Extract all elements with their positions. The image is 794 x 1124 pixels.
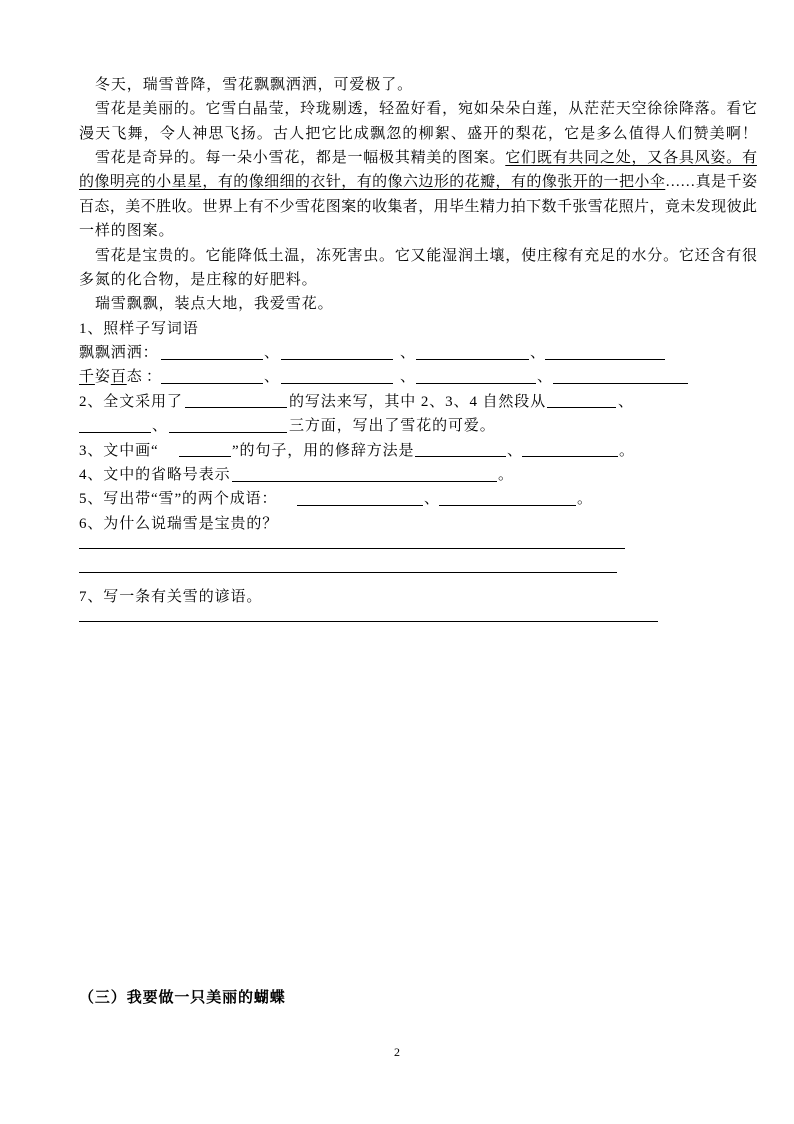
page-number: 2: [394, 1045, 400, 1059]
answer-blank: [179, 439, 231, 458]
answer-line-row: [0, 609, 794, 633]
example-colon: ：: [146, 369, 162, 386]
answer-blank: [439, 487, 576, 506]
question-2-row-1: [0, 390, 794, 414]
answer-blank: [547, 390, 616, 409]
answer-blank: [281, 365, 393, 384]
example-char-marked: 百: [110, 369, 127, 386]
question-text: 2、全文采用了: [79, 393, 183, 410]
full-stop: 。: [577, 491, 593, 508]
question-1-example-row-2: [0, 365, 794, 389]
separator: 、: [152, 418, 168, 435]
marked-sentence: 它们既有共同之处，又各具风姿。有: [505, 149, 757, 166]
question-5: [0, 487, 794, 511]
example-char-marked: 千: [79, 369, 95, 386]
answer-blank: [281, 341, 393, 360]
answer-line: [79, 609, 658, 622]
example-word: 飘飘洒洒：: [79, 345, 159, 362]
question-prompt: 7、写一条有关雪的谚语。: [79, 589, 263, 605]
separator: 、: [618, 393, 634, 410]
passage-line: 冬天，瑞雪普降，雪花飘飘洒洒，可爱极了。: [95, 76, 414, 93]
passage-paragraph-3: [0, 146, 794, 244]
question-prompt: 6、为什么说瑞雪是宝贵的？: [79, 515, 279, 532]
separator: 、: [264, 345, 280, 362]
separator: 、: [264, 369, 280, 386]
answer-blank: [232, 463, 497, 482]
section-heading: （三）我要做一只美丽的蝴蝶: [79, 989, 286, 1006]
question-1: [0, 317, 794, 390]
question-1-example-row-1: [0, 341, 794, 365]
question-3: [0, 439, 794, 463]
passage-line: [79, 146, 757, 170]
question-prompt: 1、照样子写词语: [79, 320, 199, 337]
question-7-prompt-row: [0, 585, 794, 609]
reading-passage: [0, 73, 794, 317]
passage-line: 一样的图案。: [79, 223, 175, 240]
question-2: [0, 390, 794, 439]
worksheet-content: [0, 73, 794, 634]
passage-paragraph-2: [0, 97, 794, 146]
answer-line: [79, 561, 617, 574]
passage-line: 多氮的化合物，是庄稼的好肥料。: [79, 271, 318, 288]
passage-paragraph-5: [0, 292, 794, 316]
passage-line: [79, 170, 757, 194]
passage-paragraph-4: [0, 244, 794, 293]
question-6: [0, 512, 794, 585]
answer-blank: [161, 341, 263, 360]
passage-paragraph-1: [0, 73, 794, 97]
question-text: 5、写出带“雪”的两个成语：: [79, 491, 278, 508]
answer-blank: [416, 365, 536, 384]
passage-text: ……真是千姿: [665, 174, 757, 191]
question-text: 3、文中画“: [79, 442, 159, 459]
question-2-row-2: [0, 414, 794, 438]
answer-line-row: [0, 561, 794, 585]
question-text: 三方面，写出了雪花的可爱。: [289, 418, 496, 435]
answer-line-row: [0, 536, 794, 560]
separator: 、: [400, 345, 416, 362]
question-6-prompt-row: [0, 512, 794, 536]
question-text: 的写法来写，其中 2、3、4 自然段从: [289, 393, 547, 410]
answer-blank: [161, 365, 263, 384]
passage-line: 漫天飞舞，令人神思飞扬。古人把它比成飘忽的柳絮、盛开的梨花，它是多么值得人们赞美啊！: [79, 125, 757, 142]
example-char: 态: [126, 369, 143, 386]
example-char: 姿: [94, 369, 111, 386]
full-stop: 。: [498, 467, 514, 484]
question-text: ”的句子，用的修辞方法是: [232, 442, 415, 459]
question-4: [0, 463, 794, 487]
passage-line: 百态，美不胜收。世界上有不少雪花图案的收集者，用毕生精力拍下数千张雪花照片，竟未发现彼此: [79, 198, 757, 215]
answer-blank: [79, 414, 151, 433]
passage-text: 雪花是奇异的。每一朵小雪花，都是一幅极其精美的图案。: [95, 149, 506, 166]
answer-blank: [415, 439, 506, 458]
separator: 、: [530, 345, 546, 362]
separator: 、: [537, 369, 553, 386]
answer-blank: [545, 341, 665, 360]
marked-sentence: 的像明亮的小星星，有的像细细的衣针，有的像六边形的花瓣，有的像张开的一把小伞: [79, 174, 666, 191]
passage-line: 瑞雪飘飘，装点大地，我爱雪花。: [95, 296, 334, 313]
answer-line: [79, 536, 625, 549]
separator: 、: [507, 442, 523, 459]
answer-blank: [297, 487, 423, 506]
separator: 、: [424, 491, 440, 508]
passage-line: 雪花是宝贵的。它能降低土温，冻死害虫。它又能湿润土壤，使庄稼有充足的水分。它还含有很: [95, 247, 757, 264]
answer-blank: [185, 390, 287, 409]
question-text: 4、文中的省略号表示: [79, 467, 231, 484]
passage-line: 雪花是美丽的。它雪白晶莹，玲珑剔透，轻盈好看，宛如朵朵白莲，从茫茫天空徐徐降落。看它: [95, 101, 757, 118]
question-1-prompt-row: [0, 317, 794, 341]
answer-blank: [553, 365, 688, 384]
separator: 、: [400, 369, 416, 386]
full-stop: 。: [619, 442, 635, 459]
answer-blank: [169, 414, 287, 433]
question-7: [0, 585, 794, 634]
example-word: [79, 365, 143, 389]
answer-blank: [522, 439, 618, 458]
answer-blank: [416, 341, 529, 360]
